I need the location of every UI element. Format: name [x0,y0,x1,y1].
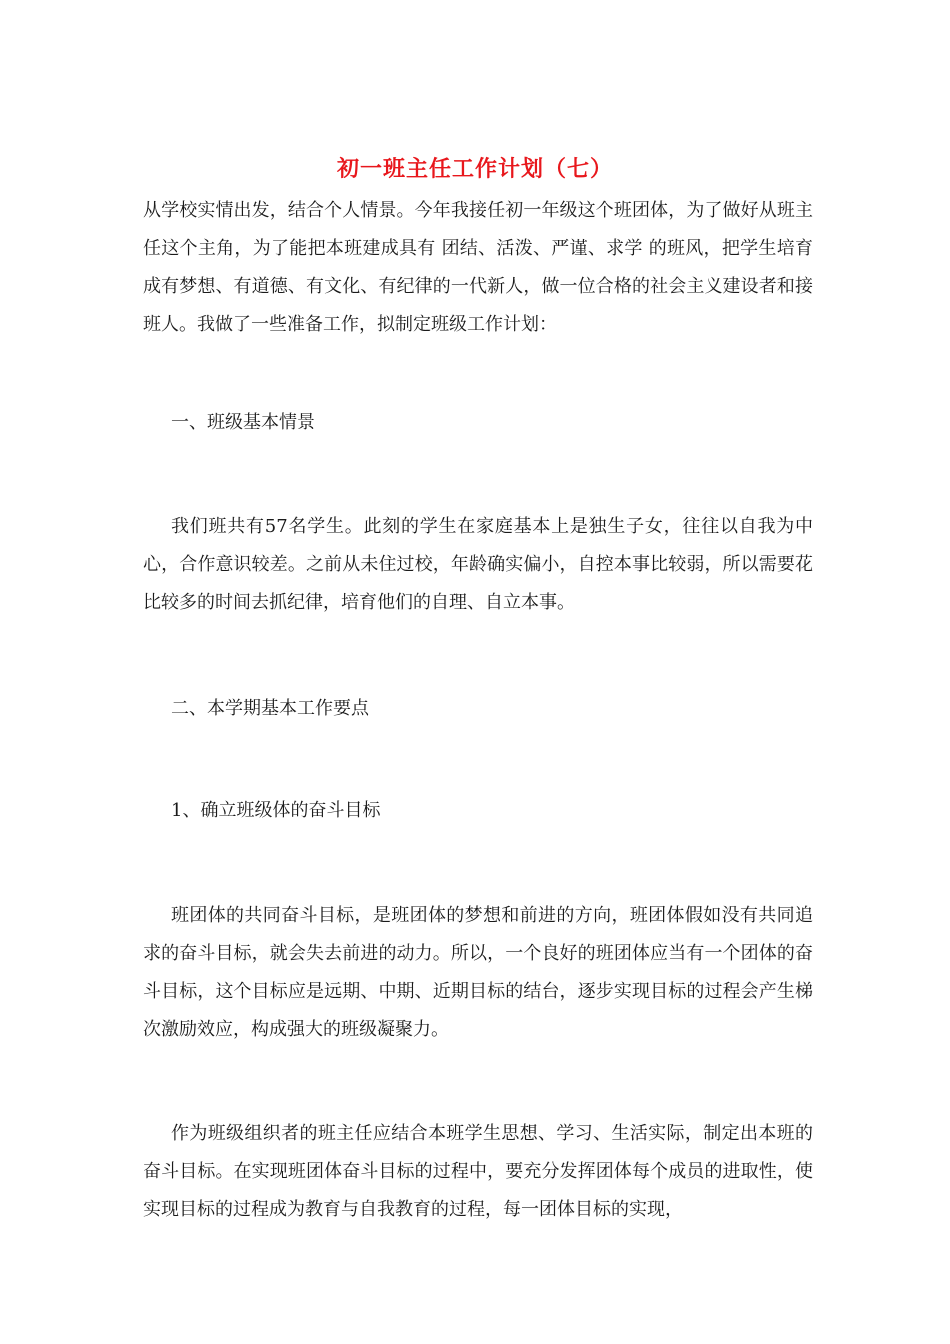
class-situation-paragraph: 我们班共有57名学生。此刻的学生在家庭基本上是独生子女，往往以自我为中心，合作意识较差。之前从未住过校，年龄确实偏小，自控本事比较弱，所以需要花比较多的时间去抓纪律，培育他们的自理、自立本事。 [143,516,813,613]
subsection-heading-goals: 1、确立班级体的奋斗目标 [171,800,381,821]
intro-paragraph: 从学校实情出发，结合个人情景。今年我接任初一年级这个班团体，为了做好从班主任这个主角，为了能把本班建成具有 团结、活泼、严谨、求学 的班风，把学生培育成有梦想、有道德、有文化、有纪律的一代新人，做一位合格的社会主义建设者和接班人。我做了一些准备工作，拟制定班级工作计划： [143,200,813,335]
document-title: 初一班主任工作计划（七） [336,156,613,182]
goals-paragraph-1: 班团体的共同奋斗目标，是班团体的梦想和前进的方向，班团体假如没有共同追求的奋斗目标，就会失去前进的动力。所以，一个良好的班团体应当有一个团体的奋斗目标，这个目标应是远期、中期、近期目标的结台，逐步实现目标的过程会产生梯次激励效应，构成强大的班级凝聚力。 [143,905,813,1040]
section-heading-class-situation: 一、班级基本情景 [171,412,315,433]
section-heading-work-points: 二、本学期基本工作要点 [171,698,369,719]
goals-paragraph-2: 作为班级组织者的班主任应结合本班学生思想、学习、生活实际，制定出本班的奋斗目标。在实现班团体奋斗目标的过程中，要充分发挥团体每个成员的进取性，使实现目标的过程成为教育与自我教育的过程，每一团体目标的实现， [143,1123,813,1220]
